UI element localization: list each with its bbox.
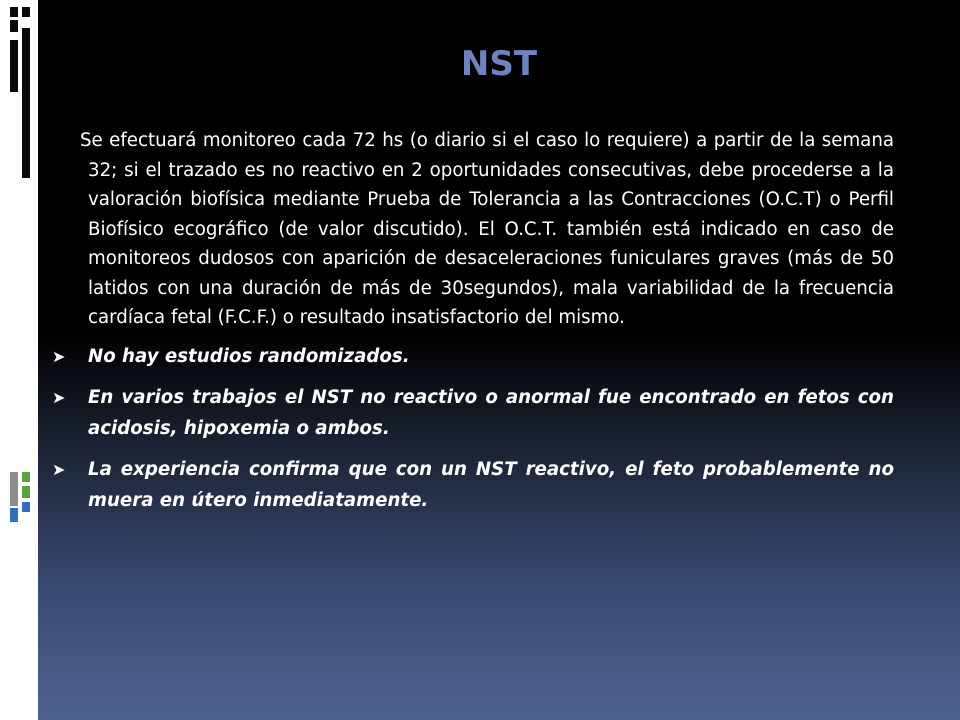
decorative-gray-bar [10,472,18,506]
bullet-item [52,341,894,372]
decorative-green-block [22,486,30,498]
decorative-blue-block [22,502,30,512]
intro-paragraph: Se efectuará monitoreo cada 72 hs (o diario si el caso lo requiere) a partir de la semana 32; si el trazado es no reactivo en 2 oportunidades consecutivas, debe procederse a la valoración biofísica mediante Prueba de Tolerancia a las Contracciones (O.C.T) o Perfil Biofísico ecográfico (de valor discutido). El O.C.T. también está indicado en caso de monitoreos dudosos con aparición de desaceleraciones funiculares graves (más de 50 latidos con una duración de más de 30segundos), mala variabilidad de la frecuencia cardíaca fetal (F.C.F.) o resultado insatisfactorio del mismo. [80,130,894,328]
decorative-bar [22,28,30,178]
decorative-left-strip [0,0,38,720]
decorative-square [10,7,18,17]
bullet-item [52,382,894,444]
slide-content [52,126,894,526]
slide-title: NST [460,44,538,84]
bullet-text: La experiencia confirma que con un NST reactivo, el feto probablemente no muera en útero inmediatamente. [88,458,894,511]
decorative-square [22,7,30,17]
bullet-text: En varios trabajos el NST no reactivo o anormal fue encontrado en fetos con acidosis, hipoxemia o ambos. [88,386,894,439]
decorative-blue-block [10,508,18,522]
bullet-text: No hay estudios randomizados. [88,345,410,367]
arrowhead-bullet-icon: ➤ [52,459,66,479]
arrowhead-bullet-icon: ➤ [52,346,66,366]
bullet-list [52,341,894,516]
decorative-bar [10,40,18,92]
decorative-green-block [22,472,30,482]
bullet-item [52,454,894,516]
decorative-bar [10,20,18,32]
arrowhead-bullet-icon: ➤ [52,387,66,407]
